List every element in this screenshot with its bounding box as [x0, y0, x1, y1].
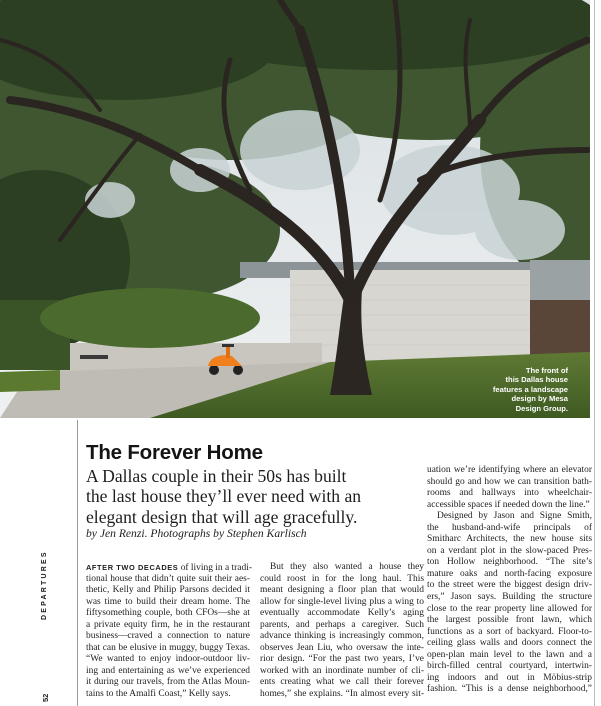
dek-line: elegant design that will age gracefully.	[86, 506, 358, 527]
body-line: tional house that didn’t quite suit their aes-	[86, 573, 250, 584]
body-line: should go and how we can transition bath-	[427, 476, 592, 487]
body-line: homes,” she explains. “In almost every sit-	[260, 689, 424, 700]
body-line: it during our travels, from the Atlas Moun-	[86, 677, 250, 688]
body-line: that can be elusive in muggy, buggy Texas.	[86, 642, 250, 653]
body-line: thetic, Kelly and Philip Parsons decided it	[86, 585, 250, 596]
body-line: rooms and hallways into wheelchair-	[427, 488, 592, 499]
body-line: rior design. “For the past two years, I’ve	[260, 654, 424, 665]
photo-caption	[448, 366, 568, 413]
body-line: worked with an inordinate number of cli-	[260, 665, 424, 676]
body-line: ceiling glass walls and doors connect the	[427, 638, 592, 649]
body-line: accessible spaces if needed down the line.”	[427, 499, 590, 510]
body-line	[86, 562, 250, 574]
dek-line: A Dallas couple in their 50s has built	[86, 466, 347, 486]
body-line: observes Jean Liu, who oversaw the inte-	[260, 642, 424, 653]
body-column-1	[86, 562, 250, 701]
dek-line: the last house they’ll ever need with an	[86, 486, 362, 507]
body-line: fiftysomething couple, both CFOs—she at	[86, 608, 250, 619]
body-line: ers,” Jason says. Building the structure	[427, 592, 592, 603]
body-line: eventually accommodate Kelly’s aging	[260, 608, 424, 619]
body-line: the largest possible front lawn, which	[427, 615, 592, 626]
body-line: birch-filled central courtyard, intertwin-	[427, 661, 592, 672]
caption-line: design by Mesa	[511, 394, 568, 404]
body-line: advance thinking is increasingly common,	[260, 631, 424, 642]
body-line: functions as a sort of backyard. Floor-to-	[427, 626, 592, 637]
section-label-text: DEPARTURES	[41, 550, 48, 620]
body-line: meant designing a floor plan that would	[260, 585, 424, 596]
body-line: tains to the Amalfi Coast,” Kelly says.	[86, 689, 231, 700]
body-line-text: of living in a tradi-	[178, 563, 252, 573]
lead-in: AFTER TWO DECADES	[86, 563, 179, 572]
body-column-2	[260, 562, 424, 701]
body-line: uation we’re identifying where an elevator	[427, 465, 592, 475]
body-line: open-plan main level to the lawn and a	[427, 649, 592, 660]
body-line: mature oaks and north-facing exposure	[427, 568, 592, 579]
body-line: Designed by Jason and Signe Smith,	[437, 511, 592, 522]
caption-line: features a landscape	[492, 384, 568, 394]
body-line: on a verdant plot in the slow-paced Pres-	[427, 545, 592, 556]
body-line: allow for single-level living plus a wing to	[260, 596, 424, 607]
body-line: was time to build their dream home. The	[86, 596, 250, 607]
body-line: ing and entertaining as we’ve experienced	[86, 665, 250, 676]
column-divider	[77, 420, 78, 706]
body-line: the husband-and-wife principals of	[427, 522, 592, 533]
page-edge-rule	[594, 0, 595, 706]
article-headline: The Forever Home	[86, 441, 263, 464]
body-line: a private equity firm, he in the restaurant	[86, 619, 250, 630]
body-line: parents, and perhaps a caregiver. Such	[260, 619, 424, 630]
body-line: fashion. “This is a dense neighborhood,”	[427, 684, 592, 695]
body-line: business—craved a connection to nature	[86, 631, 250, 642]
page-number-text: 52	[41, 693, 50, 702]
caption-line: Design Group.	[515, 403, 568, 413]
article-byline: by Jen Renzi. Photographs by Stephen Karlisch	[86, 527, 307, 540]
body-line: could roost in for the long haul. This	[260, 573, 424, 584]
caption-line: this Dallas house	[505, 375, 568, 385]
body-line: to the street were the biggest design driv-	[427, 580, 592, 591]
body-line: ing indoors and out in Möbius-strip	[427, 672, 592, 683]
body-line: But they also wanted a house they	[270, 562, 424, 572]
article-dek	[86, 466, 398, 527]
caption-line: The front of	[525, 366, 568, 375]
body-line: close to the rear property line allowed for	[427, 603, 592, 614]
body-line: Smitharc Architects, the new house sits	[427, 534, 592, 545]
body-column-3	[427, 465, 592, 696]
body-line: ents creating what we call their forever	[260, 677, 424, 688]
body-line: ton Hollow neighborhood. “The site’s	[427, 557, 592, 568]
body-line: “We wanted to enjoy indoor-outdoor liv-	[86, 654, 250, 665]
